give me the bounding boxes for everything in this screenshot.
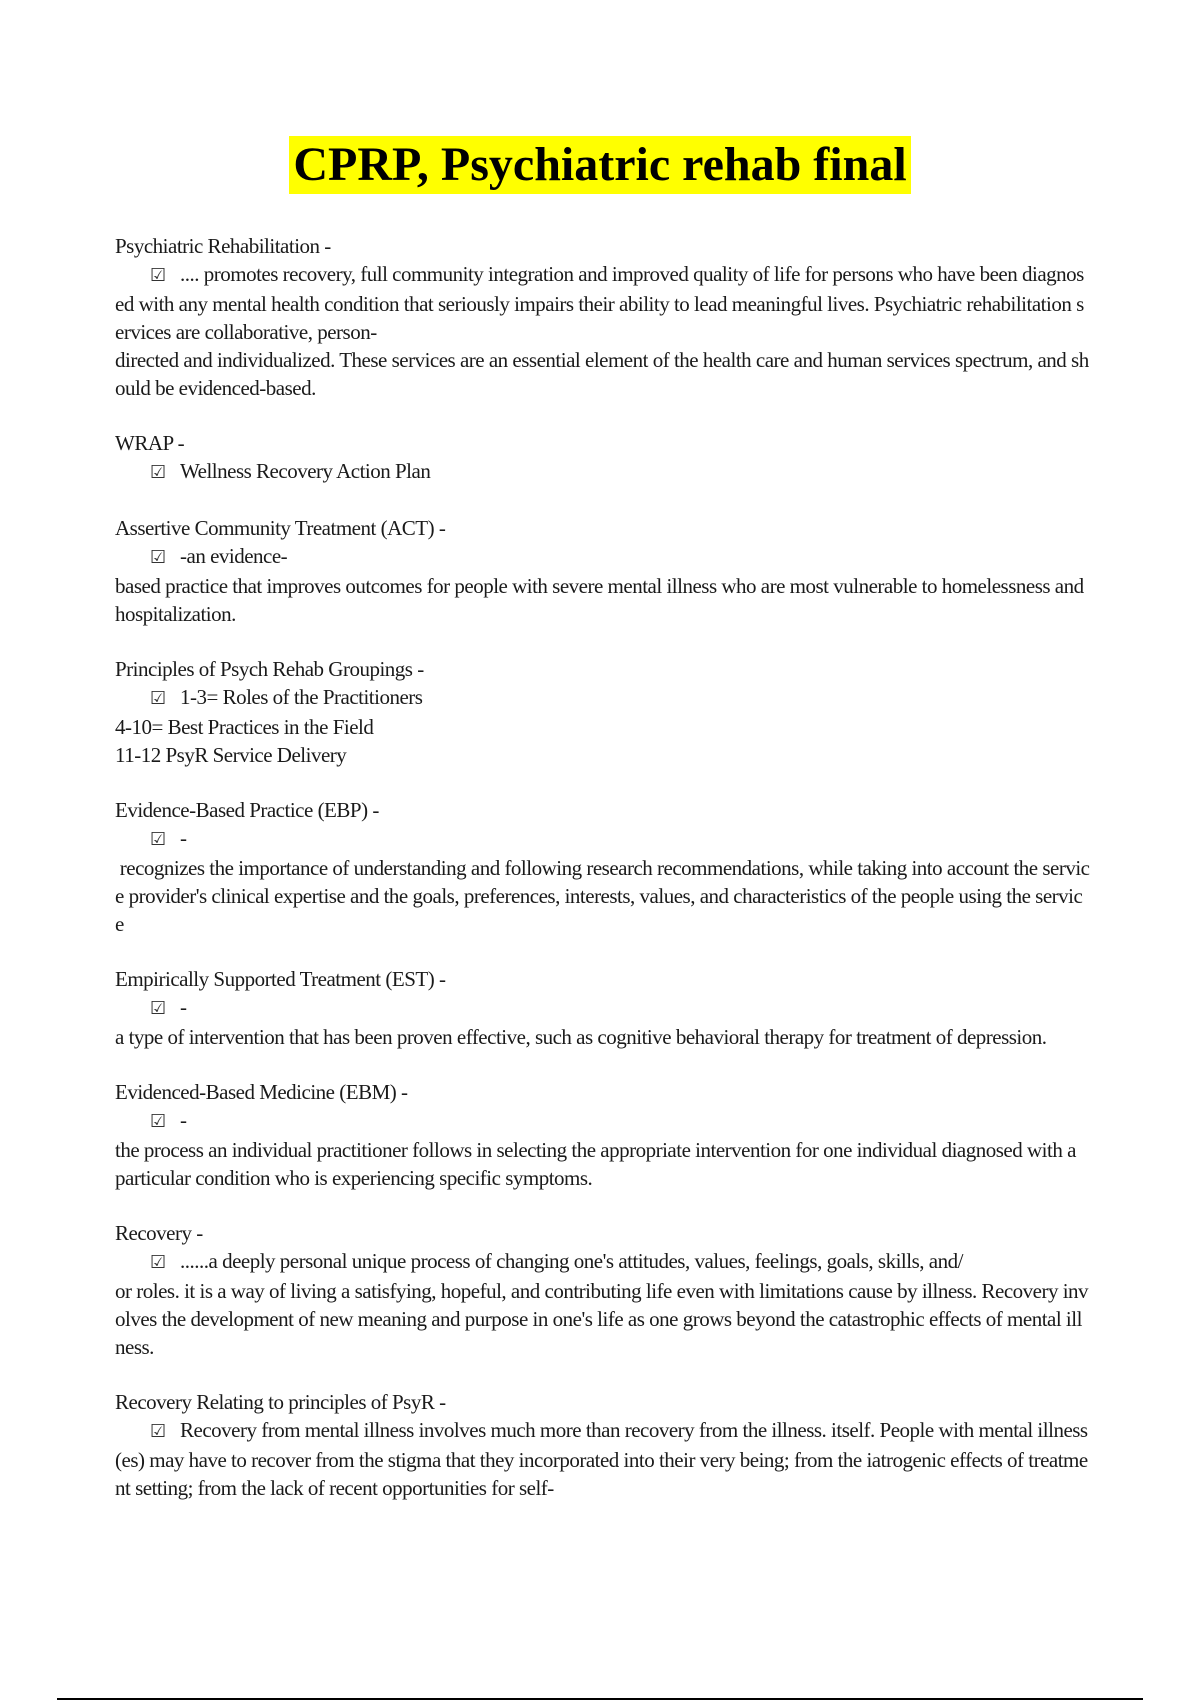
checkbox-checked-icon: ☑ [150,547,166,568]
definition-text: -an evidence- based practice that improves outcomes for people with severe mental illness who are most vulnerable to homelessness and hospitalization. [115,544,1084,626]
checkbox-checked-icon: ☑ [150,829,166,850]
checkbox-checked-icon: ☑ [150,1252,166,1273]
definition-text: ......a deeply personal unique process of changing one's attitudes, values, feelings, goals, skills, and/ or roles. it is a way of living a satisfying, hopeful, and contributing life even with limitations cause by illness. Recovery involves the development of new meaning and purpose in one's life as one grows beyond the catastrophic effects of mental illness. [115,1249,1089,1359]
flashcard-term: Recovery Relating to principles of PsyR - [115,1390,446,1414]
flashcard-definition [115,542,1090,628]
flashcard-entry [115,1219,1090,1361]
definition-text: - a type of intervention that has been proven effective, such as cognitive behavioral therapy for treatment of depression. [115,995,1047,1049]
flashcard-entry [115,1388,1090,1502]
flashcard-definition [115,1106,1090,1192]
definition-text: Wellness Recovery Action Plan [180,459,431,483]
flashcard-term: Evidence-Based Practice (EBP) - [115,798,379,822]
flashcard-list [115,232,1090,1529]
flashcard-entry [115,514,1090,628]
checkbox-checked-icon: ☑ [150,1421,166,1442]
flashcard-term: Psychiatric Rehabilitation - [115,234,331,258]
flashcard-definition [115,457,1090,487]
checkbox-checked-icon: ☑ [150,1111,166,1132]
definition-text: - the process an individual practitioner follows in selecting the appropriate intervention for one individual diagnosed with a particular condition who is experiencing specific symptoms. [115,1108,1076,1190]
flashcard-entry [115,232,1090,402]
definition-text: 1-3= Roles of the Practitioners 4-10= Best Practices in the Field 11-12 PsyR Service Delivery [115,685,423,767]
flashcard-term: Empirically Supported Treatment (EST) - [115,967,446,991]
flashcard-entry [115,1078,1090,1192]
flashcard-entry [115,796,1090,938]
definition-text: - recognizes the importance of understanding and following research recommendations, while taking into account the service provider's clinical expertise and the goals, preferences, interests, values, and characteristics of the people using the service [115,826,1090,936]
flashcard-definition [115,260,1090,402]
flashcard-definition [115,824,1090,938]
checkbox-checked-icon: ☑ [150,462,166,483]
flashcard-definition [115,993,1090,1051]
title-wrap [0,136,1200,194]
document-title: CPRP, Psychiatric rehab final [289,136,910,194]
checkbox-checked-icon: ☑ [150,688,166,709]
flashcard-term: WRAP - [115,431,185,455]
checkbox-checked-icon: ☑ [150,998,166,1019]
flashcard-entry [115,429,1090,487]
flashcard-entry [115,655,1090,769]
flashcard-term: Principles of Psych Rehab Groupings - [115,657,424,681]
definition-text: Recovery from mental illness involves much more than recovery from the illness. itself. People with mental illness(es) may have to recover from the stigma that they incorporated into their very being; from the iatrogenic effects of treatment setting; from the lack of recent opportunities for self- [115,1418,1088,1500]
definition-text: .... promotes recovery, full community integration and improved quality of life for persons who have been diagnosed with any mental health condition that seriously impairs their ability to lead meaningful lives. Psychiatric rehabilitation services are collaborative, person- directed and individualized. These services are an essential element of the health care and human services spectrum, and should be evidenced-based. [115,262,1089,400]
flashcard-definition [115,1247,1090,1361]
flashcard-term: Recovery - [115,1221,203,1245]
flashcard-entry [115,965,1090,1051]
checkbox-checked-icon: ☑ [150,265,166,286]
flashcard-definition [115,1416,1090,1502]
flashcard-term: Assertive Community Treatment (ACT) - [115,516,446,540]
flashcard-term: Evidenced-Based Medicine (EBM) - [115,1080,408,1104]
flashcard-definition [115,683,1090,769]
